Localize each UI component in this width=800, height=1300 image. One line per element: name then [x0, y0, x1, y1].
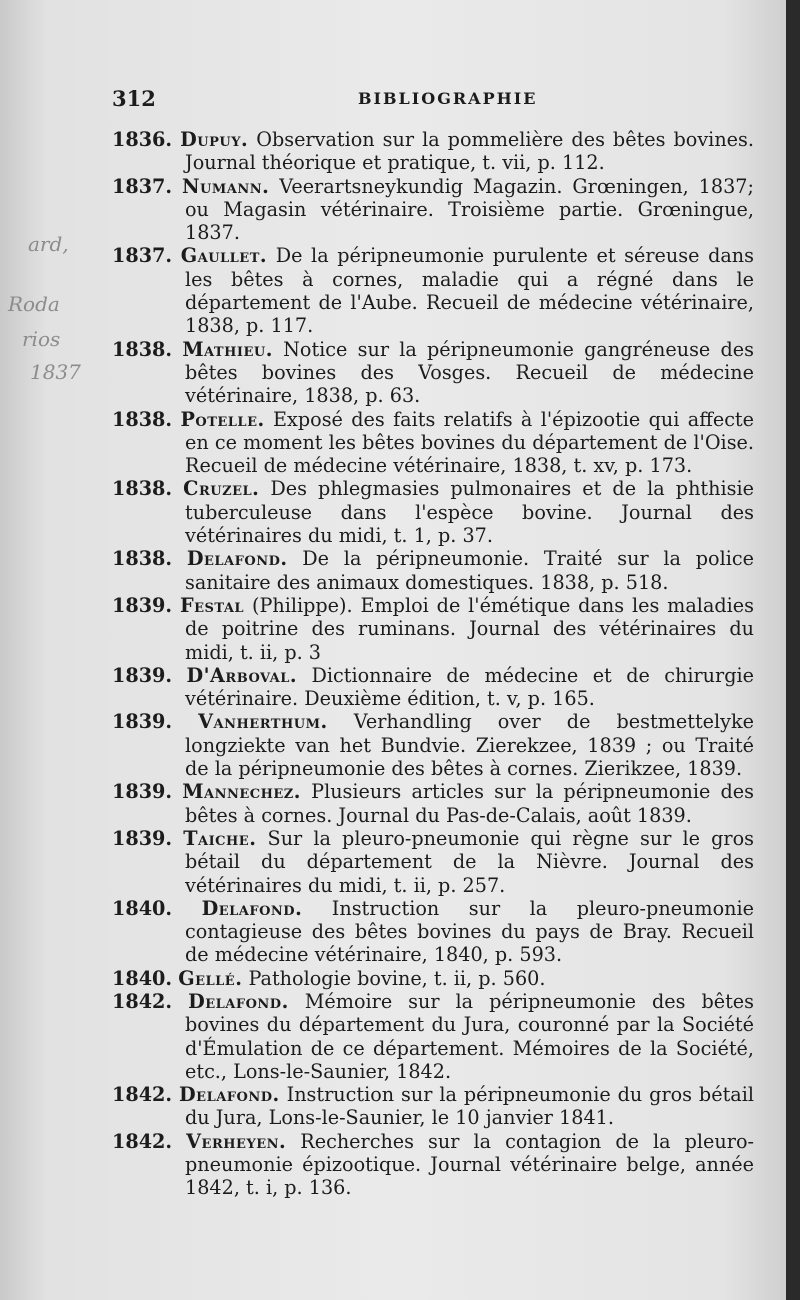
entry-text: Pathologie bovine, t. ii, p. 560.: [248, 966, 546, 990]
entry-text: De la péripneumonie purulente et séreuse dans les bêtes à cornes, maladie qui a régné dans le département de l'Aube. Recueil de médecine vétérinaire, 1838, p. 117.: [185, 244, 754, 338]
entry-author: Delafond.: [188, 989, 289, 1013]
entry-author: Delafond.: [186, 547, 288, 571]
entry-text: Veerartsneykundig Magazin. Grœningen, 1837; ou Magasin vétérinaire. Troisième partie. Grœningue, 1837.: [185, 174, 754, 245]
entry-author: Taiche.: [183, 826, 257, 850]
entry-year: 1837.: [112, 174, 173, 198]
bibliography-entry: [112, 594, 754, 664]
bibliography-entry: [112, 128, 754, 175]
bibliography-entry: [112, 175, 754, 245]
entry-text: Sur la pleuro-pneumonie qui règne sur le gros bétail du département de la Nièvre. Journal des vétérinaires du midi, t. ii, p. 257.: [185, 826, 754, 897]
entry-year: 1838.: [112, 407, 173, 431]
bibliography-entry: [112, 408, 754, 478]
entry-year: 1838.: [112, 547, 173, 571]
entry-author: Delafond.: [201, 896, 303, 920]
entry-text: Verhandling over de bestmettelyke longziekte van het Bundvie. Zierekzee, 1839 ; ou Traité de la péripneumonie des bêtes à cornes. Zierikzee, 1839.: [185, 710, 754, 781]
entry-author: Mathieu.: [182, 337, 273, 361]
bibliography-entry: [112, 967, 754, 990]
page-number: 312: [112, 86, 156, 111]
bibliography-entry: [112, 244, 754, 337]
entry-year: 1842.: [112, 1083, 173, 1107]
running-title: BIBLIOGRAPHIE: [358, 89, 538, 108]
entry-text: Mémoire sur la péripneumonie des bêtes bovines du département du Jura, couronné par la Société d'Émulation de ce département. Mémoires de la Société, etc., Lons-le-Saunier, 1842.: [185, 989, 754, 1083]
margin-handwriting: [0, 232, 110, 412]
entry-year: 1838.: [112, 337, 173, 361]
entry-year: 1837.: [112, 244, 173, 268]
entry-author: Gaullet.: [180, 244, 268, 268]
handwritten-mark: Roda: [8, 292, 60, 316]
entry-year: 1842.: [112, 1129, 173, 1153]
entry-text: Notice sur la péripneumonie gangréneuse des bêtes bovines des Vosges. Recueil de médecine vétérinaire, 1838, p. 63.: [185, 337, 754, 408]
entry-year: 1839.: [112, 663, 173, 687]
entry-text: Plusieurs articles sur la péripneumonie des bêtes à cornes. Journal du Pas-de-Calais, août 1839.: [185, 780, 754, 827]
bibliography-entry: [112, 1083, 754, 1130]
bibliography-entry: [112, 477, 754, 547]
bibliography-entry: [112, 547, 754, 594]
entry-text: (Philippe). Emploi de l'émétique dans les maladies de poitrine des ruminans. Journal des vétérinaires du midi, t. ii, p. 3: [185, 593, 754, 664]
entry-year: 1839.: [112, 593, 173, 617]
page-header: [112, 86, 752, 112]
entry-author: Verheyen.: [186, 1129, 287, 1153]
bibliography-entry: [112, 897, 754, 967]
entry-year: 1839.: [112, 826, 173, 850]
entry-author: Festal: [179, 593, 245, 617]
entry-year: 1842.: [112, 989, 173, 1013]
entry-author: Mannechez.: [182, 780, 301, 804]
handwritten-mark: rios: [22, 327, 61, 351]
bibliography-entry: [112, 780, 754, 827]
bibliography-entry: [112, 990, 754, 1083]
bibliography-entry: [112, 827, 754, 897]
bibliography-entry: [112, 338, 754, 408]
entry-year: 1840.: [112, 896, 173, 920]
entry-year: 1839.: [112, 780, 173, 804]
entry-text: Recherches sur la contagion de la pleuro-pneumonie épizootique. Journal vétérinaire belge, année 1842, t. i, p. 136.: [185, 1129, 754, 1200]
bibliography-entry: [112, 710, 754, 780]
handwritten-mark: ard,: [28, 232, 69, 256]
entry-author: Cruzel.: [183, 477, 260, 501]
handwritten-mark: 1837: [30, 360, 81, 384]
entry-text: Des phlegmasies pulmonaires et de la phthisie tuberculeuse dans l'espèce bovine. Journal des vétérinaires du midi, t. 1, p. 37.: [185, 477, 754, 548]
entry-author: Dupuy.: [180, 128, 249, 151]
bibliography-entry: [112, 664, 754, 711]
entry-text: Instruction sur la péripneumonie du gros bétail du Jura, Lons-le-Saunier, le 10 janvier 1841.: [185, 1083, 754, 1130]
entry-author: Gellé.: [178, 966, 243, 990]
entry-text: Observation sur la pommelière des bêtes bovines. Journal théorique et pratique, t. vii, p. 112.: [185, 128, 754, 175]
entry-author: Numann.: [182, 174, 270, 198]
entry-author: Delafond.: [179, 1083, 280, 1107]
entry-text: Instruction sur la pleuro-pneumonie contagieuse des bêtes bovines du pays de Bray. Recueil de médecine vétérinaire, 1840, p. 593.: [185, 896, 754, 967]
bibliography-entry: [112, 1130, 754, 1200]
entry-text: De la péripneumonie. Traité sur la police sanitaire des animaux domestiques. 1838, p. 518.: [185, 547, 754, 594]
entry-text: Dictionnaire de médecine et de chirurgie vétérinaire. Deuxième édition, t. v, p. 165.: [185, 663, 754, 711]
entry-year: 1840.: [112, 966, 173, 990]
entry-author: Vanherthum.: [198, 710, 328, 734]
entry-author: D'Arboval.: [186, 663, 298, 687]
bibliography-list: [112, 128, 754, 1200]
entry-year: 1838.: [112, 477, 173, 501]
entry-year: 1839.: [112, 710, 173, 734]
entry-author: Potelle.: [180, 407, 265, 431]
entry-year: 1836.: [112, 128, 173, 151]
entry-text: Exposé des faits relatifs à l'épizootie qui affecte en ce moment les bêtes bovines du département de l'Oise. Recueil de médecine vétérinaire, 1838, t. xv, p. 173.: [185, 407, 755, 478]
